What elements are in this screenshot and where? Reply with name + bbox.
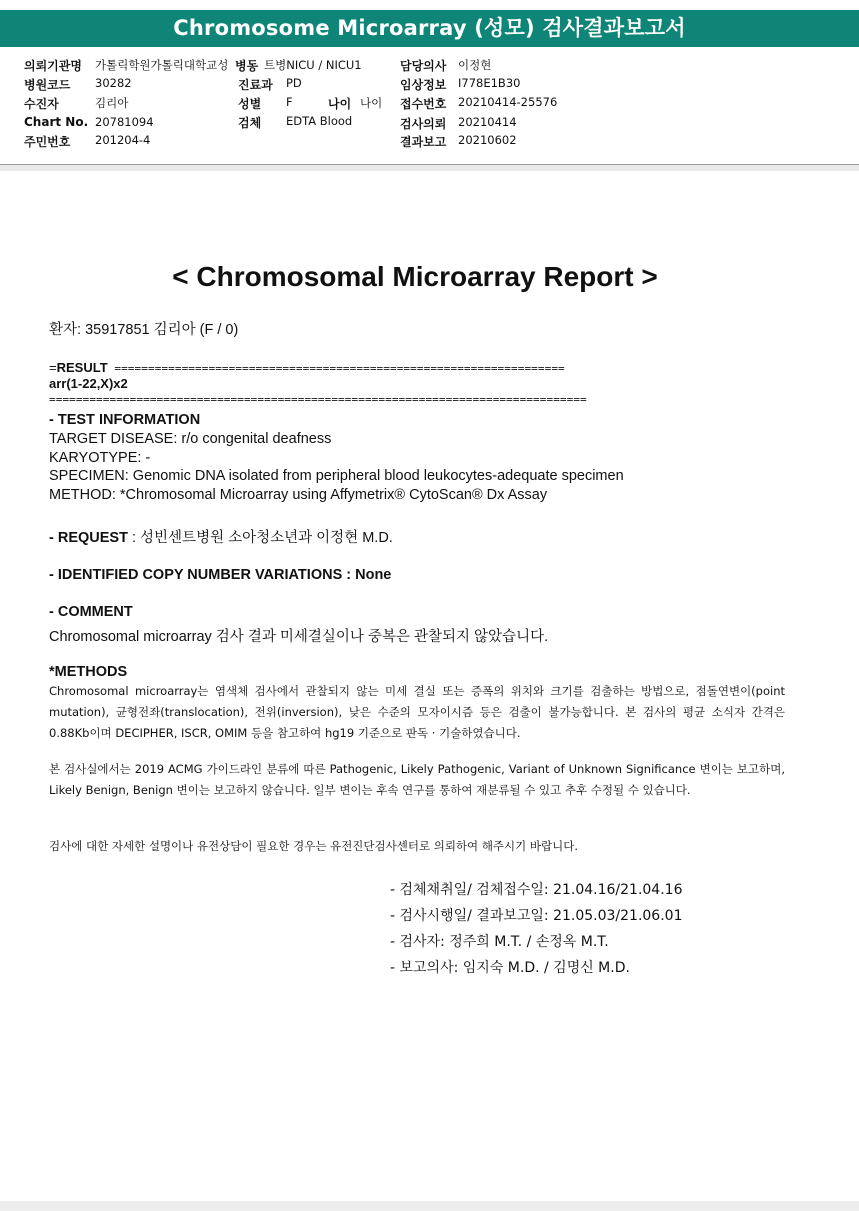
request-date-label: 검사의뢰 xyxy=(400,117,447,131)
collection-date-line: - 검체채취일/ 검체접수일: 21.04.16/21.04.16 xyxy=(390,882,683,898)
patient-info-panel xyxy=(0,52,859,165)
request-value: : 성빈센트병원 소아청소년과 이정현 M.D. xyxy=(127,530,393,546)
report-header-title: Chromosome Microarray (성모) 검사결과보고서 xyxy=(173,16,686,40)
test-date-line: - 검사시행일/ 결과보고일: 21.05.03/21.06.01 xyxy=(390,908,683,924)
comment-heading: - COMMENT xyxy=(49,604,133,620)
request-date-value: 20210414 xyxy=(458,115,517,129)
resident-number-value: 201204-4 xyxy=(95,133,151,147)
age-label: 나이 xyxy=(328,97,352,111)
receipt-number-label: 접수번호 xyxy=(400,97,447,111)
comment-text: Chromosomal microarray 검사 결과 미세결실이나 중복은 관찰되지 않았습니다. xyxy=(49,629,549,645)
patient-label: 수진자 xyxy=(24,97,59,111)
receipt-number-value: 20210414-25576 xyxy=(458,95,558,109)
specimen-value: EDTA Blood xyxy=(286,114,353,128)
hospital-code-value: 30282 xyxy=(95,76,132,90)
technician-line: - 검사자: 정주희 M.T. / 손정옥 M.T. xyxy=(390,934,609,950)
result-rule: =================================================================== xyxy=(107,362,565,375)
specimen-line: SPECIMEN: Genomic DNA isolated from peripheral blood leukocytes-adequate specimen xyxy=(49,468,624,484)
doctor-label: 담당의사 xyxy=(400,59,447,73)
chart-no-value: 20781094 xyxy=(95,115,154,129)
specimen-label: 검체 xyxy=(238,116,262,130)
full-rule: ================================================================================ xyxy=(49,393,587,406)
institution-value: 가톨릭학원가톨릭대학교성 xyxy=(95,58,229,72)
patient-line: 환자: 35917851 김리아 (F / 0) xyxy=(49,322,239,338)
sex-label: 성별 xyxy=(238,97,262,111)
dept-value: PD xyxy=(286,76,302,90)
patient-value: 김리아 xyxy=(95,96,129,110)
methods-paragraph-1: Chromosomal microarray는 염색체 검사에서 관찰되지 않는 미세 결실 또는 증폭의 위치와 크기를 검출하는 방법으로, 점돌연변이(point mutation), 균형전좌(translocation), 전위(inversion), 낮은 수준의 모자이시즘 등은 검출이 불가능합니다. 본 검사의 평균 소식자 간격은 0.88Kb이며 DECIPHER, ISCR, OMIM 등을 참고하여 hg19 기준으로 판독 · 기술하였습니다. xyxy=(49,684,785,740)
karyotype-result: arr(1-22,X)x2 xyxy=(49,376,128,391)
methods-paragraph-3: 검사에 대한 자세한 설명이나 유전상담이 필요한 경우는 유전진단검사센터로 의뢰하여 해주시기 바랍니다. xyxy=(49,839,579,853)
target-disease: TARGET DISEASE: r/o congenital deafness xyxy=(49,431,332,447)
result-prefix: = xyxy=(49,360,57,375)
report-header-bar xyxy=(0,10,859,47)
request-line xyxy=(49,526,393,547)
cnv-heading: - IDENTIFIED COPY NUMBER VARIATIONS : None xyxy=(49,567,392,583)
report-title: < Chromosomal Microarray Report > xyxy=(172,261,658,292)
hospital-code-label: 병원코드 xyxy=(24,78,71,92)
reporting-physician-line: - 보고의사: 임지숙 M.D. / 김명신 M.D. xyxy=(390,960,630,976)
institution-label: 의뢰기관명 xyxy=(24,59,82,73)
methods-paragraph-2: 본 검사실에서는 2019 ACMG 가이드라인 분류에 따른 Pathogenic, Likely Pathogenic, Variant of Unknown Significance 변이는 보고하며, Likely Benign, Benign 변이는 보고하지 않습니다. 일부 변이는 후속 연구를 통하여 재분류될 수 있고 추후 수정될 수 있습니다. xyxy=(49,762,785,797)
methods-heading: *METHODS xyxy=(49,664,128,680)
report-document xyxy=(0,171,859,1201)
result-rule-line xyxy=(49,359,565,377)
ward-label: 병동 xyxy=(235,59,259,73)
bottom-bar xyxy=(0,1201,859,1211)
result-label: RESULT xyxy=(56,360,108,375)
chart-no-label: Chart No. xyxy=(24,115,89,129)
dept-label: 진료과 xyxy=(238,78,273,92)
ward-value: 트병NICU / NICU1 xyxy=(264,58,362,72)
report-date-value: 20210602 xyxy=(458,133,517,147)
request-label: - REQUEST xyxy=(49,530,128,546)
age-value: 나이 xyxy=(360,96,383,110)
test-info-heading: - TEST INFORMATION xyxy=(49,412,201,428)
report-date-label: 결과보고 xyxy=(400,135,447,149)
sex-value: F xyxy=(286,95,293,109)
method-line: METHOD: *Chromosomal Microarray using Affymetrix® CytoScan® Dx Assay xyxy=(49,487,548,503)
doctor-value: 이정현 xyxy=(458,58,492,72)
clinical-info-value: I778E1B30 xyxy=(458,76,521,90)
karyotype-line: KARYOTYPE: - xyxy=(49,450,151,466)
resident-number-label: 주민번호 xyxy=(24,135,71,149)
clinical-info-label: 임상정보 xyxy=(400,78,447,92)
